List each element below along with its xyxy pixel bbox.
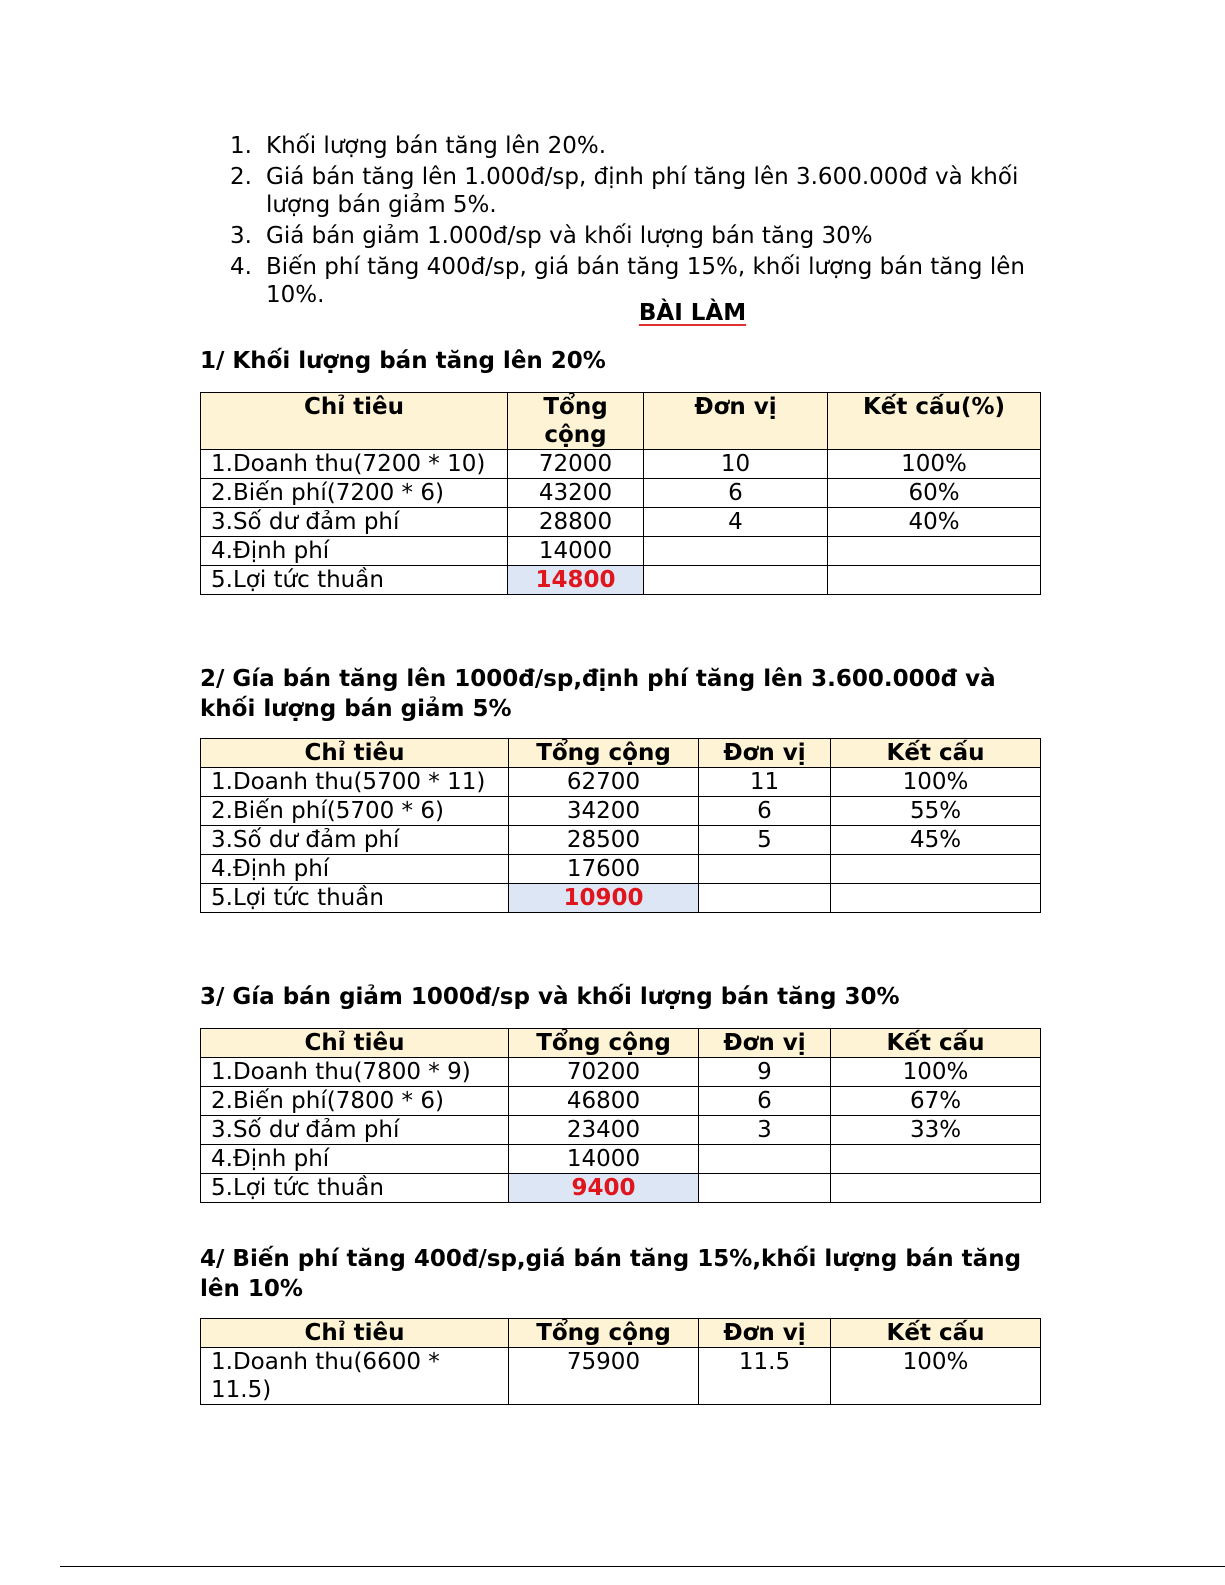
part-4-table xyxy=(200,1318,1041,1405)
part-1-table xyxy=(200,392,1041,595)
cell: 100% xyxy=(828,450,1041,479)
section-title: BÀI LÀM xyxy=(638,300,747,326)
cell: 23400 xyxy=(509,1116,699,1145)
table-row xyxy=(201,479,1041,508)
header-cell: Tổng cộng xyxy=(509,1029,699,1058)
cell: 34200 xyxy=(509,797,699,826)
table-header-row xyxy=(201,1319,1041,1348)
cell xyxy=(828,566,1041,595)
cell xyxy=(828,537,1041,566)
header-cell: Tổng cộng xyxy=(508,393,644,450)
cell: 100% xyxy=(831,768,1041,797)
table-row xyxy=(201,450,1041,479)
cell xyxy=(831,855,1041,884)
table-row xyxy=(201,566,1041,595)
cell: 55% xyxy=(831,797,1041,826)
header-cell: Đơn vị xyxy=(699,739,831,768)
cell xyxy=(699,1174,831,1203)
cell: 5.Lợi tức thuần xyxy=(201,1174,509,1203)
header-cell: Đơn vị xyxy=(699,1319,831,1348)
cell xyxy=(831,1174,1041,1203)
header-cell: Kết cấu(%) xyxy=(828,393,1041,450)
net-profit-value: 14800 xyxy=(508,566,644,595)
table-row xyxy=(201,1174,1041,1203)
cell: 33% xyxy=(831,1116,1041,1145)
problem-item: 1. Khối lượng bán tăng lên 20%. xyxy=(230,133,607,159)
table-header-row xyxy=(201,393,1041,450)
cell: 5.Lợi tức thuần xyxy=(201,884,509,913)
cell: 10 xyxy=(644,450,828,479)
header-cell: Đơn vị xyxy=(644,393,828,450)
cell: 60% xyxy=(828,479,1041,508)
cell: 67% xyxy=(831,1087,1041,1116)
table-row xyxy=(201,1116,1041,1145)
cell: 2.Biến phí(5700 * 6) xyxy=(201,797,509,826)
cell: 6 xyxy=(699,1087,831,1116)
part-3-heading: 3/ Gía bán giảm 1000đ/sp và khối lượng bán tăng 30% xyxy=(200,984,900,1010)
table-row xyxy=(201,884,1041,913)
problem-item: 2. Giá bán tăng lên 1.000đ/sp, định phí tăng lên 3.600.000đ và khối lượng bán giảm 5%. xyxy=(230,164,1019,218)
part-4-heading: 4/ Biến phí tăng 400đ/sp,giá bán tăng 15%,khối lượng bán tăng lên 10% xyxy=(200,1246,1022,1302)
cell xyxy=(831,884,1041,913)
problem-list xyxy=(230,132,1030,312)
cell: 11 xyxy=(699,768,831,797)
header-cell: Chỉ tiêu xyxy=(201,1319,509,1348)
cell: 1.Doanh thu(5700 * 11) xyxy=(201,768,509,797)
cell: 3.Số dư đảm phí xyxy=(201,826,509,855)
table-header-row xyxy=(201,739,1041,768)
cell: 2.Biến phí(7200 * 6) xyxy=(201,479,508,508)
cell: 17600 xyxy=(509,855,699,884)
table-row xyxy=(201,537,1041,566)
header-cell: Tổng cộng xyxy=(509,739,699,768)
cell: 46800 xyxy=(509,1087,699,1116)
cell: 6 xyxy=(644,479,828,508)
cell: 1.Doanh thu(6600 * 11.5) xyxy=(201,1348,509,1405)
net-profit-value: 10900 xyxy=(509,884,699,913)
header-cell: Kết cấu xyxy=(831,1029,1041,1058)
part-2-table xyxy=(200,738,1041,913)
net-profit-value: 9400 xyxy=(509,1174,699,1203)
cell xyxy=(699,1145,831,1174)
cell: 100% xyxy=(831,1348,1041,1405)
cell: 28800 xyxy=(508,508,644,537)
cell: 4.Định phí xyxy=(201,537,508,566)
part-1-heading: 1/ Khối lượng bán tăng lên 20% xyxy=(200,348,606,374)
cell: 3.Số dư đảm phí xyxy=(201,508,508,537)
cell: 28500 xyxy=(509,826,699,855)
cell: 11.5 xyxy=(699,1348,831,1405)
page-bottom-divider xyxy=(60,1566,1225,1567)
table-row xyxy=(201,508,1041,537)
cell: 4 xyxy=(644,508,828,537)
table-row xyxy=(201,826,1041,855)
table-row xyxy=(201,1348,1041,1405)
cell xyxy=(644,566,828,595)
cell: 5.Lợi tức thuần xyxy=(201,566,508,595)
cell: 2.Biến phí(7800 * 6) xyxy=(201,1087,509,1116)
table-row xyxy=(201,1087,1041,1116)
header-cell: Kết cấu xyxy=(831,739,1041,768)
table-row xyxy=(201,1058,1041,1087)
cell xyxy=(699,884,831,913)
problem-item: 3. Giá bán giảm 1.000đ/sp và khối lượng bán tăng 30% xyxy=(230,223,873,249)
cell: 62700 xyxy=(509,768,699,797)
cell: 75900 xyxy=(509,1348,699,1405)
cell: 14000 xyxy=(509,1145,699,1174)
cell: 9 xyxy=(699,1058,831,1087)
table-row xyxy=(201,768,1041,797)
cell: 3.Số dư đảm phí xyxy=(201,1116,509,1145)
cell: 45% xyxy=(831,826,1041,855)
cell: 100% xyxy=(831,1058,1041,1087)
header-cell: Kết cấu xyxy=(831,1319,1041,1348)
table-header-row xyxy=(201,1029,1041,1058)
cell xyxy=(644,537,828,566)
cell: 3 xyxy=(699,1116,831,1145)
part-2-heading: 2/ Gía bán tăng lên 1000đ/sp,định phí tăng lên 3.600.000đ và khối lượng bán giảm 5% xyxy=(200,666,996,722)
header-cell: Tổng cộng xyxy=(509,1319,699,1348)
cell: 1.Doanh thu(7200 * 10) xyxy=(201,450,508,479)
cell: 43200 xyxy=(508,479,644,508)
header-cell: Chỉ tiêu xyxy=(201,393,508,450)
table-row xyxy=(201,1145,1041,1174)
cell: 70200 xyxy=(509,1058,699,1087)
header-cell: Chỉ tiêu xyxy=(201,1029,509,1058)
cell: 6 xyxy=(699,797,831,826)
cell: 40% xyxy=(828,508,1041,537)
header-cell: Chỉ tiêu xyxy=(201,739,509,768)
cell: 1.Doanh thu(7800 * 9) xyxy=(201,1058,509,1087)
problem-item: 4. Biến phí tăng 400đ/sp, giá bán tăng 15%, khối lượng bán tăng lên 10%. xyxy=(230,254,1025,308)
cell: 72000 xyxy=(508,450,644,479)
table-row xyxy=(201,797,1041,826)
cell xyxy=(699,855,831,884)
header-cell: Đơn vị xyxy=(699,1029,831,1058)
cell: 5 xyxy=(699,826,831,855)
cell: 14000 xyxy=(508,537,644,566)
table-row xyxy=(201,855,1041,884)
cell: 4.Định phí xyxy=(201,1145,509,1174)
cell: 4.Định phí xyxy=(201,855,509,884)
cell xyxy=(831,1145,1041,1174)
part-3-table xyxy=(200,1028,1041,1203)
